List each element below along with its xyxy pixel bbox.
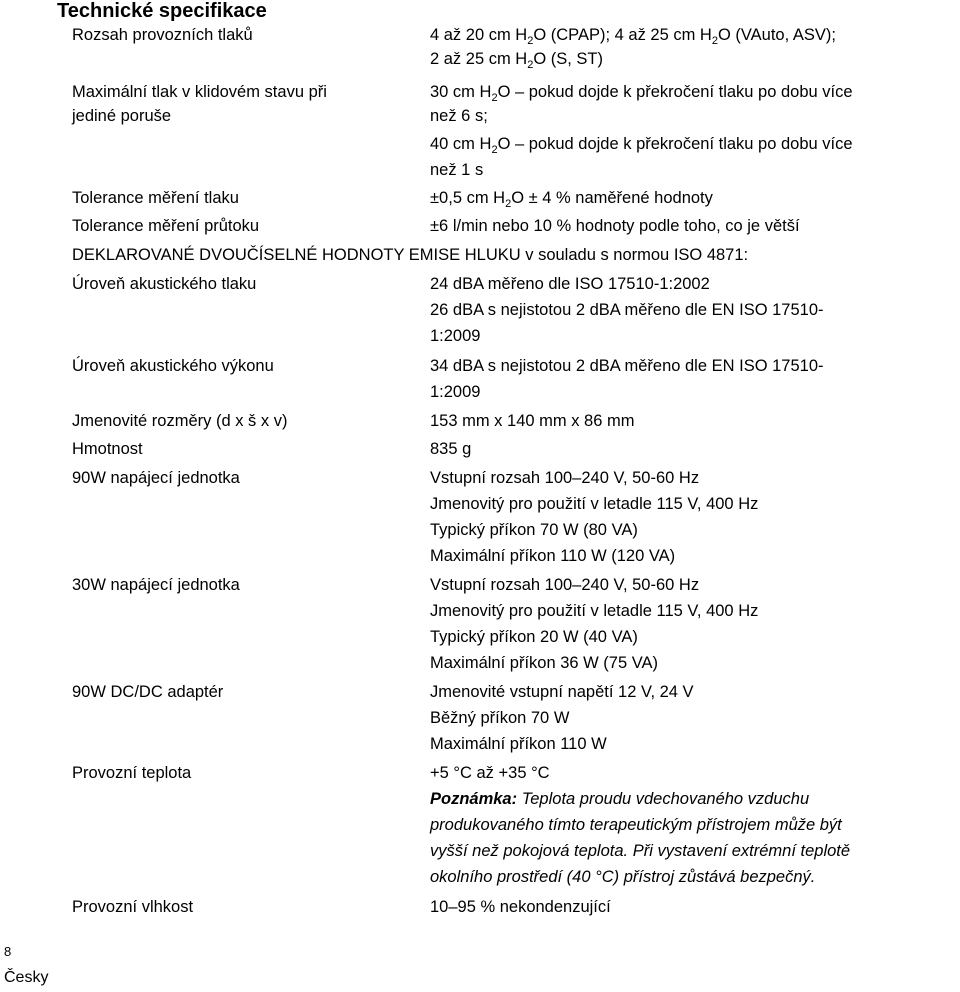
noise-heading: DEKLAROVANÉ DVOUČÍSELNÉ HODNOTY EMISE HLUKU v souladu s normou ISO 4871: [72, 246, 749, 264]
value-flow-tolerance: ±6 l/min nebo 10 % hodnoty podle toho, co je větší [430, 217, 800, 235]
value-max-pressure-2: než 6 s; [430, 107, 488, 125]
temp-note-3: vyšší než pokojová teplota. Při vystavení extrémní teplotě [430, 842, 851, 860]
value-psu-30w-3: Typický příkon 20 W (40 VA) [430, 628, 638, 646]
value-psu-90w-1: Vstupní rozsah 100–240 V, 50-60 Hz [430, 469, 700, 487]
label-sound-pressure: Úroveň akustického tlaku [72, 275, 257, 293]
value-pressure-tolerance: ±0,5 cm $H_2O \pm 4$ % naměřené hodnoty [430, 189, 713, 210]
temp-note-2: produkovaného tímto terapeutickým přístrojem může být [430, 816, 842, 834]
value-dc-adapter-1: Jmenovité vstupní napětí 12 V, 24 V [430, 683, 694, 701]
value-sound-pressure-2: 26 dBA s nejistotou 2 dBA měřeno dle EN ISO 17510- [430, 301, 824, 319]
value-max-pressure-3: 40 cm $H_2O$ – pokud dojde k překročení tlaku po dobu více [430, 135, 853, 156]
value-psu-30w-2: Jmenovitý pro použití v letadle 115 V, 400 Hz [430, 602, 759, 620]
label-max-pressure-2: jediné poruše [72, 107, 172, 125]
label-max-pressure-1: Maximální tlak v klidovém stavu při [72, 83, 327, 101]
label-operating-humidity: Provozní vlhkost [72, 898, 194, 916]
value-psu-30w-1: Vstupní rozsah 100–240 V, 50-60 Hz [430, 576, 700, 594]
value-sound-power-1: 34 dBA s nejistotou 2 dBA měřeno dle EN ISO 17510- [430, 357, 824, 375]
page-title: Technické specifikace [57, 0, 267, 22]
language-label: Česky [4, 969, 49, 986]
label-weight: Hmotnost [72, 440, 143, 458]
value-max-pressure-1: 30 cm $H_2O$ – pokud dojde k překročení tlaku po dobu více [430, 83, 853, 104]
value-pressure-range-1: 4 až 20 cm $H_2O$ (CPAP); 4 až 25 cm $H_2O$ (VAuto, ASV); [430, 26, 836, 47]
note-label: Poznámka: [430, 790, 518, 808]
label-pressure-range: Rozsah provozních tlaků [72, 26, 253, 44]
label-flow-tolerance: Tolerance měření průtoku [72, 217, 260, 235]
value-max-pressure-4: než 1 s [430, 161, 484, 179]
value-operating-humidity: 10–95 % nekondenzující [430, 898, 611, 916]
label-psu-90w: 90W napájecí jednotka [72, 469, 240, 487]
value-psu-90w-3: Typický příkon 70 W (80 VA) [430, 521, 638, 539]
value-dc-adapter-2: Běžný příkon 70 W [430, 709, 570, 727]
value-operating-temp: +5 °C až +35 °C [430, 764, 550, 782]
label-pressure-tolerance: Tolerance měření tlaku [72, 189, 239, 207]
temp-note-4: okolního prostředí (40 °C) přístroj zůstává bezpečný. [430, 868, 816, 886]
value-dc-adapter-3: Maximální příkon 110 W [430, 735, 607, 753]
value-psu-90w-4: Maximální příkon 110 W (120 VA) [430, 547, 676, 565]
value-psu-30w-4: Maximální příkon 36 W (75 VA) [430, 654, 659, 672]
value-pressure-range-2: 2 až 25 cm $H_2O$ (S, ST) [430, 50, 604, 71]
page-number: 8 [4, 944, 12, 959]
value-psu-90w-2: Jmenovitý pro použití v letadle 115 V, 400 Hz [430, 495, 759, 513]
label-sound-power: Úroveň akustického výkonu [72, 357, 274, 375]
value-sound-pressure-3: 1:2009 [430, 327, 481, 345]
label-dc-adapter: 90W DC/DC adaptér [72, 683, 224, 701]
value-sound-pressure-1: 24 dBA měřeno dle ISO 17510-1:2002 [430, 275, 710, 293]
label-dimensions: Jmenovité rozměry (d x š x v) [72, 412, 288, 430]
temp-note-1: Poznámka: Teplota proudu vdechovaného vzduchu [430, 790, 810, 808]
value-dimensions: 153 mm x 140 mm x 86 mm [430, 412, 635, 430]
value-sound-power-2: 1:2009 [430, 383, 481, 401]
label-operating-temp: Provozní teplota [72, 764, 192, 782]
label-psu-30w: 30W napájecí jednotka [72, 576, 240, 594]
value-weight: 835 g [430, 440, 472, 458]
